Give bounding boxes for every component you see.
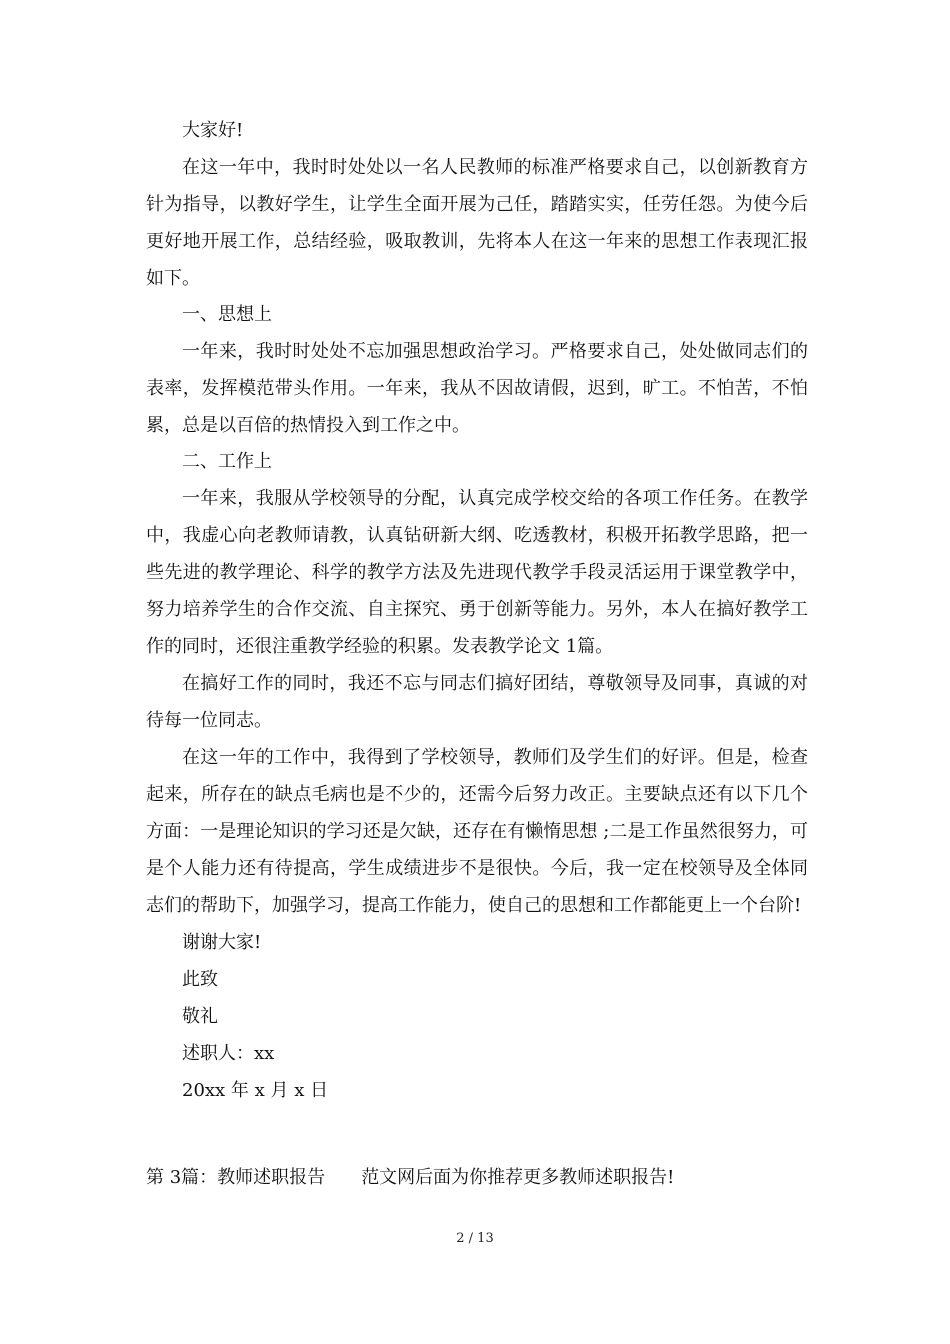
next-article-line [146,1163,808,1193]
thanks-line: 谢谢大家! [182,932,262,953]
next-article-title[interactable]: 第 3篇：教师述职报告 [146,1167,326,1188]
date-line: 20xx 年 x 月 x 日 [182,1080,329,1101]
document-body [146,112,808,1109]
section-heading-thought: 一、思想上 [182,304,272,325]
closing-line-1: 此致 [182,969,218,990]
closing-line-2: 敬礼 [182,1006,218,1027]
work-paragraph: 一年来，我服从学校领导的分配，认真完成学校交给的各项工作任务。在教学中，我虚心向老教师请教，认真钻研新大纲、吃透教材，积极开拓教学思路，把一些先进的教学理论、科学的教学方法及先进现代教学手段灵活运用于课堂教学中，努力培养学生的合作交流、自主探究、勇于创新等能力。另外，本人在搞好教学工作的同时，还很注重教学经验的积累。发表教学论文 1篇。 [146,488,808,657]
greeting: 大家好! [182,120,244,141]
unity-paragraph: 在搞好工作的同时，我还不忘与同志们搞好团结，尊敬领导及同事，真诚的对待每一位同志。 [146,673,808,731]
shortcomings-paragraph: 在这一年的工作中，我得到了学校领导，教师们及学生们的好评。但是，检查起来，所存在的缺点毛病也是不少的，还需今后努力改正。主要缺点还有以下几个方面：一是理论知识的学习还是欠缺，还存在有懒惰思想 ;二是工作虽然很努力，可是个人能力还有待提高，学生成绩进步不是很快。今后，我一定在校领导及全体同志们的帮助下，加强学习，提高工作能力，使自己的思想和工作都能更上一个台阶! [146,747,808,916]
page-number: 2 / 13 [456,1231,494,1246]
section-heading-work: 二、工作上 [182,451,272,472]
recommend-text: 范文网后面为你推荐更多教师述职报告! [361,1167,675,1188]
intro-paragraph: 在这一年中，我时时处处以一名人民教师的标准严格要求自己，以创新教育方针为指导，以教好学生，让学生全面开展为己任，踏踏实实，任劳任怨。为使今后更好地开展工作，总结经验，吸取教训，先将本人在这一年来的思想工作表现汇报如下。 [146,157,808,289]
signature-line: 述职人：xx [182,1043,275,1064]
thought-paragraph: 一年来，我时时处处不忘加强思想政治学习。严格要求自己，处处做同志们的表率，发挥模范带头作用。一年来，我从不因故请假，迟到，旷工。不怕苦，不怕累，总是以百倍的热情投入到工作之中。 [146,341,808,436]
